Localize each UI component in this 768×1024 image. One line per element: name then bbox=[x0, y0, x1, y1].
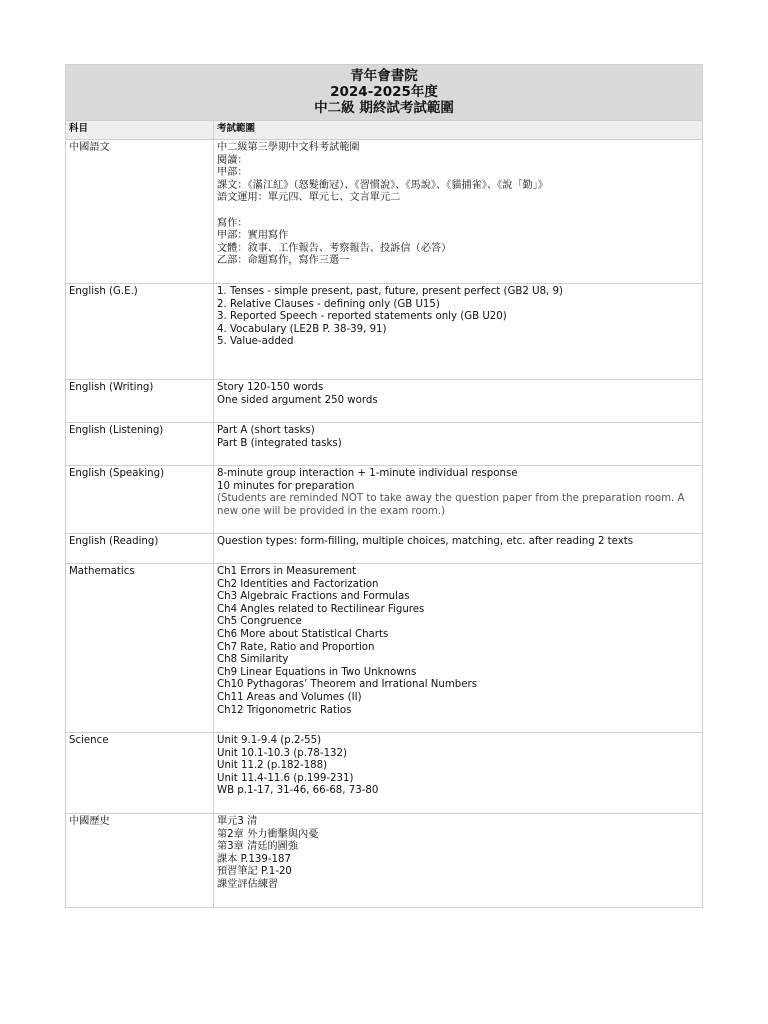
scope-line: 課堂評估練習 bbox=[217, 878, 279, 890]
scope-line: Question types: form-filling, multiple choices, matching, etc. after reading 2 texts bbox=[217, 536, 634, 547]
table-row-english-listening bbox=[66, 423, 703, 466]
scope-cell bbox=[214, 733, 703, 814]
column-header-row bbox=[66, 121, 703, 140]
scope-cell bbox=[214, 466, 703, 534]
table-row-english-reading bbox=[66, 534, 703, 564]
scope-line: 10 minutes for preparation bbox=[217, 480, 355, 492]
subject-cell: English (Listening) bbox=[66, 423, 214, 466]
subject-cell: English (Writing) bbox=[66, 380, 214, 423]
table-row-chinese bbox=[66, 140, 703, 284]
subject-cell: Mathematics bbox=[66, 564, 214, 733]
scope-line: 語文運用：單元四、單元七、文言單元二 bbox=[217, 192, 401, 204]
scope-line: Part B (integrated tasks) bbox=[217, 437, 342, 449]
scope-line: Ch12 Trigonometric Ratios bbox=[217, 704, 352, 716]
title-row bbox=[66, 65, 703, 121]
blank-line bbox=[217, 205, 699, 218]
scope-cell bbox=[214, 380, 703, 423]
table-row-chinese-history bbox=[66, 814, 703, 908]
scope-line: 5. Value-added bbox=[217, 336, 294, 348]
scope-cell bbox=[214, 534, 703, 564]
table-row-mathematics bbox=[66, 564, 703, 733]
scope-cell bbox=[214, 814, 703, 908]
scope-line: 2. Relative Clauses - defining only (GB U15) bbox=[217, 298, 440, 310]
school-name: 青年會書院 bbox=[350, 68, 418, 84]
scope-cell bbox=[214, 284, 703, 380]
academic-year: 2024-2025年度 bbox=[330, 84, 438, 100]
table-row-english-writing bbox=[66, 380, 703, 423]
table-row-science bbox=[66, 733, 703, 814]
title-cell bbox=[66, 65, 703, 121]
scope-line: 第3章 清廷的圖強 bbox=[217, 841, 299, 853]
scope-line: Ch6 More about Statistical Charts bbox=[217, 628, 389, 640]
scope-line: Unit 11.2 (p.182-188) bbox=[217, 760, 328, 772]
scope-line: 課本 P.139-187 bbox=[217, 853, 291, 865]
scope-line: 第2章 外力衝擊與內憂 bbox=[217, 828, 319, 840]
scope-line: 寫作： bbox=[217, 217, 248, 229]
scope-line: 4. Vocabulary (LE2B P. 38-39, 91) bbox=[217, 323, 387, 335]
scope-line: 閱讀： bbox=[217, 154, 248, 166]
scope-line: Ch8 Similarity bbox=[217, 654, 289, 666]
scope-line: 單元3 清 bbox=[217, 816, 258, 827]
scope-line: Ch10 Pythagoras’ Theorem and Irrational Numbers bbox=[217, 679, 478, 691]
subject-cell: 中國歷史 bbox=[66, 814, 214, 908]
subject-cell: Science bbox=[66, 733, 214, 814]
scope-line: Ch5 Congruence bbox=[217, 616, 302, 628]
scope-line: Ch7 Rate, Ratio and Proportion bbox=[217, 641, 375, 653]
scope-line: Ch4 Angles related to Rectilinear Figures bbox=[217, 603, 425, 615]
scope-line: 8-minute group interaction + 1-minute individual response bbox=[217, 468, 518, 479]
scope-line: Ch9 Linear Equations in Two Unknowns bbox=[217, 666, 417, 678]
scope-line: 預習筆記 P.1-20 bbox=[217, 866, 292, 878]
exam-scope-table bbox=[65, 64, 703, 908]
scope-column-header: 考試範圍 bbox=[214, 121, 703, 140]
scope-line: WB p.1-17, 31-46, 66-68, 73-80 bbox=[217, 785, 379, 797]
scope-line: One sided argument 250 words bbox=[217, 394, 378, 406]
subject-cell: English (G.E.) bbox=[66, 284, 214, 380]
table-row-english-ge bbox=[66, 284, 703, 380]
scope-cell bbox=[214, 423, 703, 466]
scope-line: 中二級第三學期中文科考試範圍 bbox=[217, 142, 360, 153]
scope-line: 乙部：命題寫作，寫作三選一 bbox=[217, 255, 350, 267]
scope-cell bbox=[214, 564, 703, 733]
scope-line: 課文：《滿江紅》（怒髮衝冠）、《習慣說》、《馬說》、《貓捕雀》、《說「勤」》 bbox=[217, 179, 549, 191]
subject-cell: 中國語文 bbox=[66, 140, 214, 284]
scope-line: Ch11 Areas and Volumes (II) bbox=[217, 691, 362, 703]
speaking-note: (Students are reminded NOT to take away the question paper from the preparation room. A new one will be provided in the exam room.) bbox=[217, 493, 685, 517]
scope-line: 1. Tenses - simple present, past, future, present perfect (GB2 U8, 9) bbox=[217, 286, 563, 297]
scope-line: 文體：敘事、工作報告、考察報告、投訴信（必答） bbox=[217, 242, 452, 254]
scope-line: Unit 9.1-9.4 (p.2-55) bbox=[217, 735, 322, 746]
scope-line: 甲部： bbox=[217, 167, 248, 179]
scope-line: Story 120-150 words bbox=[217, 382, 324, 393]
subject-cell: English (Reading) bbox=[66, 534, 214, 564]
scope-line: 甲部：實用寫作 bbox=[217, 230, 289, 242]
exam-title: 中二級 期終試考試範圍 bbox=[314, 100, 454, 116]
scope-line: Ch2 Identities and Factorization bbox=[217, 578, 379, 590]
scope-line: Ch3 Algebraic Fractions and Formulas bbox=[217, 591, 410, 603]
table-row-english-speaking bbox=[66, 466, 703, 534]
scope-line: Unit 11.4-11.6 (p.199-231) bbox=[217, 772, 354, 784]
scope-cell bbox=[214, 140, 703, 284]
scope-line: Unit 10.1-10.3 (p.78-132) bbox=[217, 747, 347, 759]
scope-line: Ch1 Errors in Measurement bbox=[217, 566, 357, 577]
subject-cell: English (Speaking) bbox=[66, 466, 214, 534]
scope-line: 3. Reported Speech - reported statements only (GB U20) bbox=[217, 311, 507, 323]
scope-line: Part A (short tasks) bbox=[217, 425, 315, 436]
subject-column-header: 科目 bbox=[66, 121, 214, 140]
